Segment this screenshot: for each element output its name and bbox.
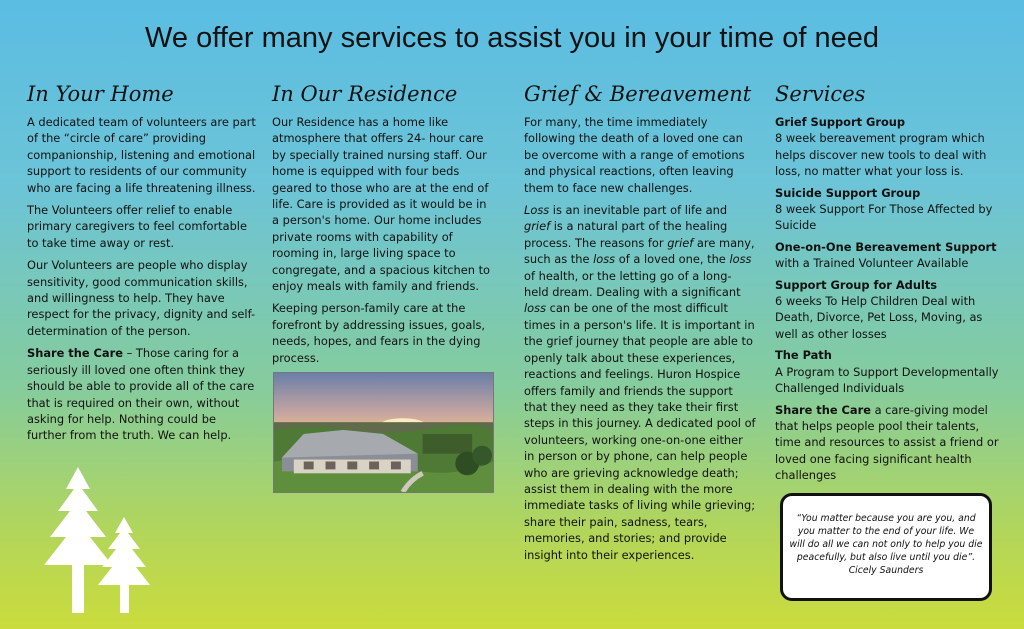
section-heading: Services — [775, 82, 866, 106]
quote-box — [780, 493, 992, 601]
section-grief-bereavement — [524, 80, 756, 569]
service-desc: a care-giving model that helps people pool their talents, time and resources to assist a friend or loved one facing significant health challenges — [775, 402, 999, 483]
trees-illustration — [16, 463, 176, 613]
bold-text: Share the Care — [27, 346, 123, 361]
paragraph — [27, 345, 257, 443]
paragraph-text: – Those caring for a seriously ill loved one often think they should be able to provide all of the care that is required on their own, without asking for help. Nothing could be further from the truth. We can help. — [27, 346, 255, 443]
service-title: The Path — [775, 348, 832, 363]
paragraph: A dedicated team of volunteers are part of the “circle of care” providing companionship, listening and emotional support to residents of our community who are facing a life threatening illness. — [27, 115, 256, 195]
service-desc: 8 week Support For Those Affected by Suicide — [775, 202, 993, 233]
service-desc: A Program to Support Developmentally Challenged Individuals — [775, 364, 999, 396]
tree-large — [44, 467, 112, 565]
paragraph: Keeping person-family care at the forefront by addressing issues, goals, needs, hopes, and fears in the dying process. — [272, 301, 486, 365]
tree-trunk — [72, 563, 84, 613]
service-title: Support Group for Adults — [775, 277, 938, 292]
service-item — [775, 239, 1000, 272]
bold-text: Share the Care — [775, 402, 871, 417]
service-item — [775, 185, 1000, 234]
section-in-our-residence — [272, 80, 497, 372]
paragraph: Our Residence has a home like atmosphere that offers 24- hour care by specially trained nursing staff. Our home is equipped with four beds geared to those who are at the end of life. Care is provided as it would be in a person's home. Our home includes private rooms with capability of rooming in, large living space to congregate, and a spacious kitchen to enjoy meals with family and friends. — [272, 115, 491, 294]
italic-text: loss — [593, 252, 616, 267]
tree-trunk — [120, 581, 129, 613]
service-item — [775, 114, 1000, 180]
italic-text: Loss — [524, 203, 550, 218]
paragraph-text: of health, or the letting go of a long-held dream. Dealing with a significant — [524, 268, 741, 300]
section-heading: In Your Home — [27, 82, 174, 106]
section-heading: In Our Residence — [272, 82, 458, 106]
service-item — [775, 402, 1000, 484]
italic-text: loss — [524, 301, 547, 316]
quote-author: Cicely Saunders — [848, 565, 924, 576]
service-title: One-on-One Bereavement Support — [775, 239, 997, 254]
paragraph: For many, the time immediately following the death of a loved one can be overcome with a range of emotions and physical reactions, often leaving them to face new challenges. — [524, 115, 745, 195]
paragraph-text: of a loved one, the — [615, 252, 730, 267]
service-title: Suicide Support Group — [775, 185, 921, 200]
service-desc: 8 week bereavement program which helps discover new tools to deal with loss, no matter what your loss is. — [775, 131, 987, 179]
page-title: We offer many services to assist you in your time of need — [145, 22, 879, 54]
paragraph: Our Volunteers are people who display sensitivity, good communication skills, and willingness to help. They have respect for the privacy, dignity and self-determination of the person. — [27, 258, 256, 338]
residence-photo — [273, 372, 494, 493]
paragraph-text: can be one of the most difficult times in a person's life. It is important in the grief journey that people are able to openly talk about these experiences, reactions and feelings. Huron Hospice offers family and friends the support that they need as they take their first steps in this journey. A dedicated pool of volunteers, working one-on-one either in person or by phone, can help people who are grieving acknowledge death; assist them in dealing with the more immediate tasks of living while grieving; share their pain, sadness, tears, memories, and stories; and provide insight into their experiences. — [524, 301, 756, 562]
service-item — [775, 277, 1000, 343]
paragraph-text: is a natural part of the healing process. The reasons for — [524, 219, 728, 250]
italic-text: grief — [667, 235, 694, 250]
service-title: Grief Support Group — [775, 115, 906, 129]
section-in-your-home — [27, 80, 257, 450]
italic-text: loss — [729, 252, 752, 267]
paragraph-text: are many, such as the — [524, 235, 755, 267]
quote-text: “You matter because you are you, and you matter to the end of your life. We will do all we can not only to help you die peacefully, but also live until you die”. — [789, 513, 983, 563]
paragraph — [524, 202, 756, 563]
paragraph: The Volunteers offer relief to enable primary caregivers to feel comfortable to take time away or rest. — [27, 203, 247, 250]
tree-small — [98, 517, 150, 585]
section-services — [775, 80, 1000, 489]
service-desc: with a Trained Volunteer Available — [775, 256, 969, 271]
italic-text: grief — [524, 219, 551, 234]
service-desc: 6 weeks To Help Children Deal with Death, Divorce, Pet Loss, Moving, as well as other losses — [775, 294, 983, 341]
section-heading: Grief & Bereavement — [524, 82, 752, 106]
service-item — [775, 347, 1000, 396]
paragraph-text: is an inevitable part of life and — [549, 203, 728, 218]
